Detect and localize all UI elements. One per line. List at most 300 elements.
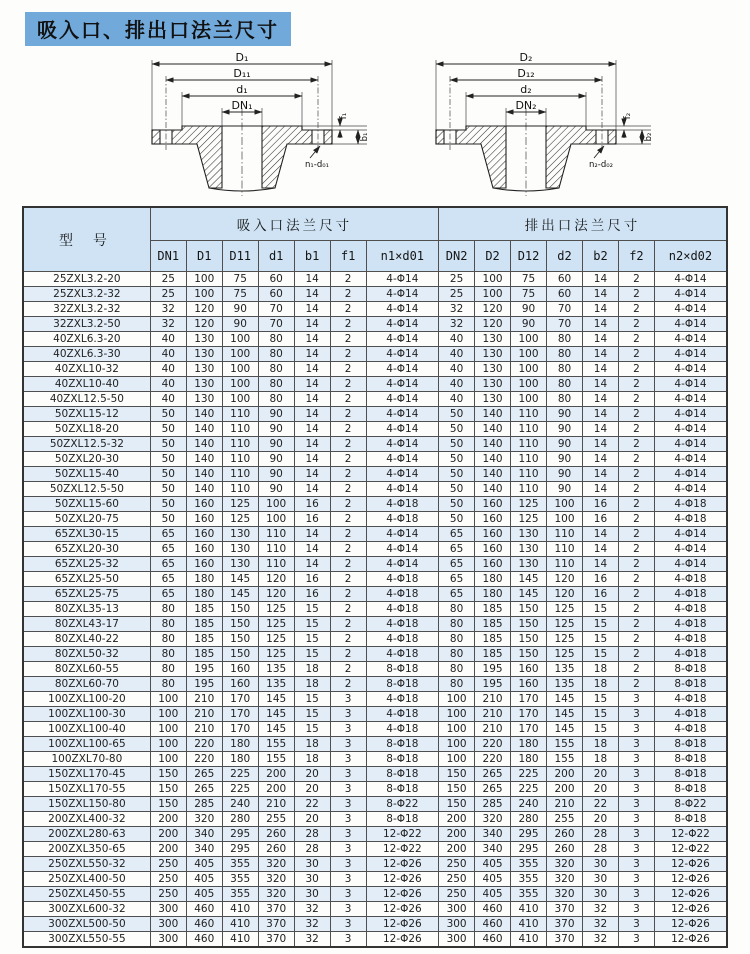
- dimension-cell: 2: [618, 332, 654, 347]
- dimension-cell: 100: [547, 512, 583, 527]
- dimension-cell: 80: [439, 632, 475, 647]
- dimension-cell: 60: [258, 272, 294, 287]
- dimension-cell: 22: [294, 797, 330, 812]
- dimension-cell: 100: [186, 272, 222, 287]
- dimension-cell: 80: [258, 392, 294, 407]
- dimension-cell: 4-Φ18: [654, 647, 727, 662]
- dimension-cell: 4-Φ14: [366, 362, 439, 377]
- dimension-cell: 15: [582, 707, 618, 722]
- table-row: [23, 782, 727, 797]
- dimension-cell: 110: [511, 422, 547, 437]
- dim-label-b: b₂: [644, 132, 654, 142]
- dimension-cell: 15: [294, 692, 330, 707]
- dimension-cell: 40: [150, 332, 186, 347]
- dimension-cell: 370: [258, 932, 294, 948]
- dimension-cell: 460: [186, 932, 222, 948]
- dimension-cell: 90: [258, 437, 294, 452]
- table-row: [23, 407, 727, 422]
- dimension-cell: 3: [618, 872, 654, 887]
- dimension-cell: 355: [222, 887, 258, 902]
- table-row: [23, 647, 727, 662]
- dimension-cell: 100: [222, 362, 258, 377]
- dimension-cell: 90: [258, 422, 294, 437]
- dimension-cell: 3: [330, 872, 366, 887]
- dimension-cell: 30: [294, 887, 330, 902]
- dimension-cell: 2: [618, 362, 654, 377]
- column-header-n1xd01: n1×d01: [366, 241, 439, 272]
- dimension-cell: 150: [150, 782, 186, 797]
- dimension-cell: 16: [294, 587, 330, 602]
- dimension-cell: 4-Φ14: [654, 332, 727, 347]
- dimension-cell: 295: [222, 827, 258, 842]
- table-row: [23, 797, 727, 812]
- dimension-cell: 140: [475, 422, 511, 437]
- table-row: [23, 857, 727, 872]
- dimension-cell: 125: [547, 632, 583, 647]
- dimension-cell: 30: [294, 857, 330, 872]
- dimension-cell: 75: [222, 272, 258, 287]
- dimension-cell: 70: [547, 302, 583, 317]
- dimension-cell: 160: [475, 542, 511, 557]
- dimension-cell: 100: [511, 347, 547, 362]
- dimension-cell: 140: [186, 482, 222, 497]
- dimension-cell: 150: [511, 647, 547, 662]
- dimension-cell: 4-Φ18: [366, 692, 439, 707]
- dimension-cell: 15: [294, 722, 330, 737]
- dimension-cell: 225: [511, 782, 547, 797]
- dimension-cell: 15: [582, 632, 618, 647]
- dimension-cell: 15: [582, 602, 618, 617]
- model-cell: 65ZXL20-30: [23, 542, 150, 557]
- dimension-cell: 2: [618, 647, 654, 662]
- dimension-cell: 280: [222, 812, 258, 827]
- dimension-cell: 300: [150, 917, 186, 932]
- dimension-cell: 2: [330, 602, 366, 617]
- dimension-cell: 80: [258, 362, 294, 377]
- dimension-cell: 2: [330, 422, 366, 437]
- dimension-cell: 4-Φ18: [366, 512, 439, 527]
- dimension-cell: 90: [222, 317, 258, 332]
- dimension-cell: 50: [150, 482, 186, 497]
- dimension-cell: 4-Φ14: [654, 392, 727, 407]
- dimension-cell: 80: [547, 332, 583, 347]
- dimension-cell: 210: [547, 797, 583, 812]
- dimension-cell: 210: [475, 707, 511, 722]
- dimension-cell: 250: [439, 857, 475, 872]
- table-row: [23, 497, 727, 512]
- dimension-cell: 2: [330, 572, 366, 587]
- dimension-cell: 250: [150, 857, 186, 872]
- dimension-cell: 410: [222, 902, 258, 917]
- dimension-cell: 100: [150, 692, 186, 707]
- dimension-cell: 25: [150, 287, 186, 302]
- dimension-cell: 16: [582, 587, 618, 602]
- dimension-cell: 150: [439, 767, 475, 782]
- table-row: [23, 662, 727, 677]
- dimension-cell: 2: [330, 347, 366, 362]
- dimension-cell: 14: [294, 392, 330, 407]
- dimension-cell: 160: [186, 497, 222, 512]
- dimension-cell: 20: [582, 767, 618, 782]
- dimension-cell: 200: [439, 827, 475, 842]
- dimension-cell: 75: [222, 287, 258, 302]
- dimension-cell: 140: [186, 452, 222, 467]
- table-row: [23, 542, 727, 557]
- dim-label-d-outer: D₁: [235, 51, 249, 64]
- dimension-cell: 60: [258, 287, 294, 302]
- dimension-cell: 12-Φ26: [366, 932, 439, 948]
- dimension-cell: 2: [618, 317, 654, 332]
- dimension-cell: 160: [475, 512, 511, 527]
- dimension-cell: 405: [475, 872, 511, 887]
- page-title: 吸入口、排出口法兰尺寸: [25, 12, 291, 46]
- dimension-cell: 210: [186, 707, 222, 722]
- dimension-cell: 3: [618, 692, 654, 707]
- dimension-cell: 460: [475, 917, 511, 932]
- dimension-cell: 410: [511, 917, 547, 932]
- dimension-cell: 15: [582, 617, 618, 632]
- table-row: [23, 632, 727, 647]
- dimension-cell: 150: [222, 617, 258, 632]
- dimension-cell: 2: [330, 332, 366, 347]
- dimension-cell: 16: [582, 572, 618, 587]
- dimension-cell: 30: [582, 872, 618, 887]
- model-cell: 250ZXL400-50: [23, 872, 150, 887]
- dimension-cell: 155: [547, 752, 583, 767]
- dimension-cell: 32: [582, 932, 618, 948]
- table-row: [23, 437, 727, 452]
- dimension-cell: 120: [186, 317, 222, 332]
- dimension-cell: 80: [258, 347, 294, 362]
- dimension-cell: 14: [294, 542, 330, 557]
- dimension-cell: 160: [222, 662, 258, 677]
- dimension-cell: 260: [258, 842, 294, 857]
- model-cell: 32ZXL3.2-50: [23, 317, 150, 332]
- dimension-cell: 145: [258, 707, 294, 722]
- table-row: [23, 872, 727, 887]
- model-cell: 100ZXL100-30: [23, 707, 150, 722]
- suction-flange-diagram: [127, 50, 377, 198]
- dimension-cell: 20: [294, 782, 330, 797]
- model-cell: 65ZXL30-15: [23, 527, 150, 542]
- dimension-cell: 2: [330, 377, 366, 392]
- dimension-cell: 3: [330, 737, 366, 752]
- dimension-cell: 110: [547, 542, 583, 557]
- dimension-cell: 80: [547, 347, 583, 362]
- dimension-cell: 3: [330, 722, 366, 737]
- table-row: [23, 737, 727, 752]
- model-cell: 100ZXL70-80: [23, 752, 150, 767]
- dimension-cell: 70: [547, 317, 583, 332]
- model-cell: 40ZXL10-32: [23, 362, 150, 377]
- table-row: [23, 317, 727, 332]
- dimension-cell: 14: [582, 377, 618, 392]
- dimension-cell: 16: [582, 497, 618, 512]
- dimension-cell: 14: [582, 452, 618, 467]
- dimension-cell: 2: [330, 647, 366, 662]
- dimension-cell: 32: [439, 317, 475, 332]
- dimension-cell: 3: [330, 767, 366, 782]
- table-row: [23, 347, 727, 362]
- model-cell: 100ZXL100-40: [23, 722, 150, 737]
- dimension-cell: 100: [511, 377, 547, 392]
- dimension-cell: 14: [582, 272, 618, 287]
- dim-label-d-outer: D₂: [519, 51, 533, 64]
- dimension-cell: 32: [294, 902, 330, 917]
- dimension-cell: 200: [150, 842, 186, 857]
- dim-label-d-bolt-circle: D₁₁: [233, 67, 251, 80]
- dimension-cell: 14: [582, 392, 618, 407]
- column-header-f1: f1: [330, 241, 366, 272]
- dimension-cell: 2: [330, 632, 366, 647]
- dimension-cell: 3: [330, 902, 366, 917]
- dimension-cell: 185: [475, 632, 511, 647]
- dimension-cell: 125: [258, 617, 294, 632]
- dimension-cell: 185: [186, 647, 222, 662]
- model-cell: 250ZXL550-32: [23, 857, 150, 872]
- dimension-cell: 3: [618, 917, 654, 932]
- dimension-cell: 8-Φ18: [654, 752, 727, 767]
- dimension-cell: 180: [511, 752, 547, 767]
- dimension-cell: 110: [511, 452, 547, 467]
- dimension-cell: 110: [222, 437, 258, 452]
- dimension-cell: 50: [439, 482, 475, 497]
- dimension-cell: 195: [475, 662, 511, 677]
- dimension-cell: 2: [618, 557, 654, 572]
- dimension-cell: 4-Φ14: [654, 557, 727, 572]
- dimension-cell: 460: [475, 902, 511, 917]
- dimension-cell: 160: [511, 662, 547, 677]
- dimension-cell: 160: [186, 542, 222, 557]
- dimension-cell: 65: [150, 542, 186, 557]
- dimension-cell: 130: [475, 377, 511, 392]
- model-cell: 80ZXL60-70: [23, 677, 150, 692]
- dimension-cell: 8-Φ18: [366, 677, 439, 692]
- dimension-cell: 125: [547, 647, 583, 662]
- table-row: [23, 767, 727, 782]
- dimension-cell: 160: [186, 557, 222, 572]
- dimension-cell: 65: [439, 587, 475, 602]
- dimension-cell: 4-Φ14: [366, 557, 439, 572]
- dimension-cell: 130: [186, 362, 222, 377]
- dimension-cell: 2: [618, 422, 654, 437]
- dimension-cell: 130: [222, 542, 258, 557]
- table-row: [23, 587, 727, 602]
- dimension-cell: 14: [582, 347, 618, 362]
- dimension-cell: 28: [294, 827, 330, 842]
- dimension-cell: 4-Φ18: [654, 722, 727, 737]
- dimension-cell: 265: [475, 767, 511, 782]
- dim-label-d-bolt-circle: D₁₂: [517, 67, 535, 80]
- dimension-cell: 8-Φ18: [654, 737, 727, 752]
- dimension-cell: 160: [511, 677, 547, 692]
- dimension-cell: 4-Φ14: [366, 272, 439, 287]
- dimension-cell: 4-Φ18: [654, 512, 727, 527]
- dimension-cell: 150: [439, 782, 475, 797]
- table-row: [23, 752, 727, 767]
- dimension-cell: 2: [330, 362, 366, 377]
- dimension-cell: 2: [330, 617, 366, 632]
- dimension-cell: 2: [330, 497, 366, 512]
- dimension-cell: 145: [547, 722, 583, 737]
- dimension-cell: 18: [582, 677, 618, 692]
- model-cell: 50ZXL15-12: [23, 407, 150, 422]
- dimension-cell: 2: [330, 392, 366, 407]
- dimension-cell: 240: [511, 797, 547, 812]
- dimension-cell: 80: [150, 662, 186, 677]
- table-row: [23, 827, 727, 842]
- dimension-cell: 8-Φ18: [366, 662, 439, 677]
- dimension-cell: 4-Φ14: [654, 407, 727, 422]
- dimension-cell: 8-Φ18: [654, 812, 727, 827]
- dimension-cell: 22: [582, 797, 618, 812]
- table-row: [23, 932, 727, 948]
- dimension-cell: 28: [294, 842, 330, 857]
- model-cell: 50ZXL12.5-50: [23, 482, 150, 497]
- dimension-cell: 80: [150, 647, 186, 662]
- dimension-cell: 370: [258, 917, 294, 932]
- dimension-cell: 100: [222, 392, 258, 407]
- dimension-cell: 65: [150, 557, 186, 572]
- dimension-cell: 25: [439, 272, 475, 287]
- table-row: [23, 302, 727, 317]
- dimension-cell: 3: [330, 827, 366, 842]
- dimension-cell: 14: [294, 452, 330, 467]
- dimension-cell: 4-Φ14: [654, 302, 727, 317]
- dimension-cell: 90: [511, 302, 547, 317]
- dimension-cell: 300: [439, 902, 475, 917]
- dimension-cell: 2: [618, 392, 654, 407]
- dimension-cell: 145: [511, 587, 547, 602]
- dimension-cell: 195: [475, 677, 511, 692]
- dimension-cell: 2: [618, 572, 654, 587]
- table-row: [23, 887, 727, 902]
- dimension-cell: 4-Φ14: [654, 287, 727, 302]
- dimension-cell: 80: [547, 362, 583, 377]
- dimension-cell: 3: [330, 857, 366, 872]
- dimension-cell: 260: [547, 842, 583, 857]
- model-cell: 100ZXL100-65: [23, 737, 150, 752]
- dimension-cell: 220: [186, 752, 222, 767]
- dimension-cell: 295: [511, 842, 547, 857]
- dimension-cell: 460: [186, 917, 222, 932]
- dimension-cell: 125: [222, 512, 258, 527]
- dimension-cell: 150: [222, 602, 258, 617]
- column-header-d12: D12: [511, 241, 547, 272]
- dimension-cell: 3: [618, 857, 654, 872]
- dimension-cell: 300: [150, 932, 186, 948]
- dimension-cell: 135: [258, 662, 294, 677]
- column-header-b2: b2: [582, 241, 618, 272]
- column-header-b1: b1: [294, 241, 330, 272]
- dimension-cell: 370: [547, 917, 583, 932]
- table-row: [23, 722, 727, 737]
- dimension-cell: 28: [582, 842, 618, 857]
- dimension-cell: 150: [511, 632, 547, 647]
- table-row: [23, 812, 727, 827]
- table-row: [23, 272, 727, 287]
- model-cell: 40ZXL10-40: [23, 377, 150, 392]
- dimension-cell: 14: [582, 317, 618, 332]
- dimension-cell: 28: [582, 827, 618, 842]
- dimension-cell: 4-Φ18: [654, 497, 727, 512]
- dimension-cell: 285: [186, 797, 222, 812]
- dimension-cell: 185: [475, 602, 511, 617]
- dimension-cell: 18: [582, 737, 618, 752]
- dimension-cell: 405: [475, 857, 511, 872]
- dimension-cell: 135: [547, 677, 583, 692]
- dimension-cell: 200: [439, 812, 475, 827]
- dimension-cell: 4-Φ14: [366, 452, 439, 467]
- dimension-cell: 3: [618, 767, 654, 782]
- dimension-cell: 340: [475, 842, 511, 857]
- dimension-cell: 160: [475, 497, 511, 512]
- dimension-cell: 410: [511, 902, 547, 917]
- dimension-cell: 2: [330, 512, 366, 527]
- dimension-cell: 100: [547, 497, 583, 512]
- dimension-cell: 4-Φ14: [654, 317, 727, 332]
- dimension-cell: 8-Φ18: [366, 782, 439, 797]
- dimension-cell: 250: [150, 887, 186, 902]
- dimension-cell: 285: [475, 797, 511, 812]
- dimension-cell: 130: [475, 392, 511, 407]
- dimension-cell: 3: [330, 752, 366, 767]
- dimension-cell: 355: [511, 857, 547, 872]
- dimension-cell: 14: [582, 422, 618, 437]
- table-row: [23, 392, 727, 407]
- dimension-cell: 135: [258, 677, 294, 692]
- dimension-cell: 2: [618, 272, 654, 287]
- dimension-cell: 4-Φ18: [654, 692, 727, 707]
- dimension-cell: 220: [475, 737, 511, 752]
- dimension-cell: 2: [330, 662, 366, 677]
- dimension-cell: 20: [294, 812, 330, 827]
- model-cell: 50ZXL18-20: [23, 422, 150, 437]
- dimension-cell: 15: [294, 707, 330, 722]
- dimension-cell: 2: [618, 512, 654, 527]
- dimension-cell: 80: [258, 377, 294, 392]
- dimension-cell: 4-Φ14: [654, 527, 727, 542]
- dimension-cell: 80: [150, 617, 186, 632]
- dimension-cell: 50: [150, 452, 186, 467]
- dimension-cell: 50: [150, 422, 186, 437]
- dimension-cell: 110: [511, 482, 547, 497]
- dimension-cell: 340: [186, 827, 222, 842]
- model-cell: 250ZXL450-55: [23, 887, 150, 902]
- model-cell: 40ZXL12.5-50: [23, 392, 150, 407]
- dimension-cell: 16: [582, 512, 618, 527]
- dimension-cell: 40: [439, 347, 475, 362]
- model-cell: 300ZXL500-50: [23, 917, 150, 932]
- dimension-cell: 2: [618, 662, 654, 677]
- dimension-cell: 12-Φ26: [366, 902, 439, 917]
- dimension-cell: 225: [511, 767, 547, 782]
- table-row: [23, 362, 727, 377]
- dimension-cell: 18: [294, 737, 330, 752]
- dimension-cell: 220: [186, 737, 222, 752]
- dimension-cell: 405: [186, 857, 222, 872]
- dimension-cell: 2: [618, 377, 654, 392]
- dimension-cell: 150: [222, 647, 258, 662]
- dimension-cell: 3: [618, 722, 654, 737]
- dimension-cell: 265: [186, 782, 222, 797]
- dimension-cell: 4-Φ14: [654, 482, 727, 497]
- dimension-cell: 170: [222, 722, 258, 737]
- dimension-cell: 15: [582, 647, 618, 662]
- dimension-cell: 80: [439, 662, 475, 677]
- dimension-cell: 3: [618, 707, 654, 722]
- dimension-cell: 260: [258, 827, 294, 842]
